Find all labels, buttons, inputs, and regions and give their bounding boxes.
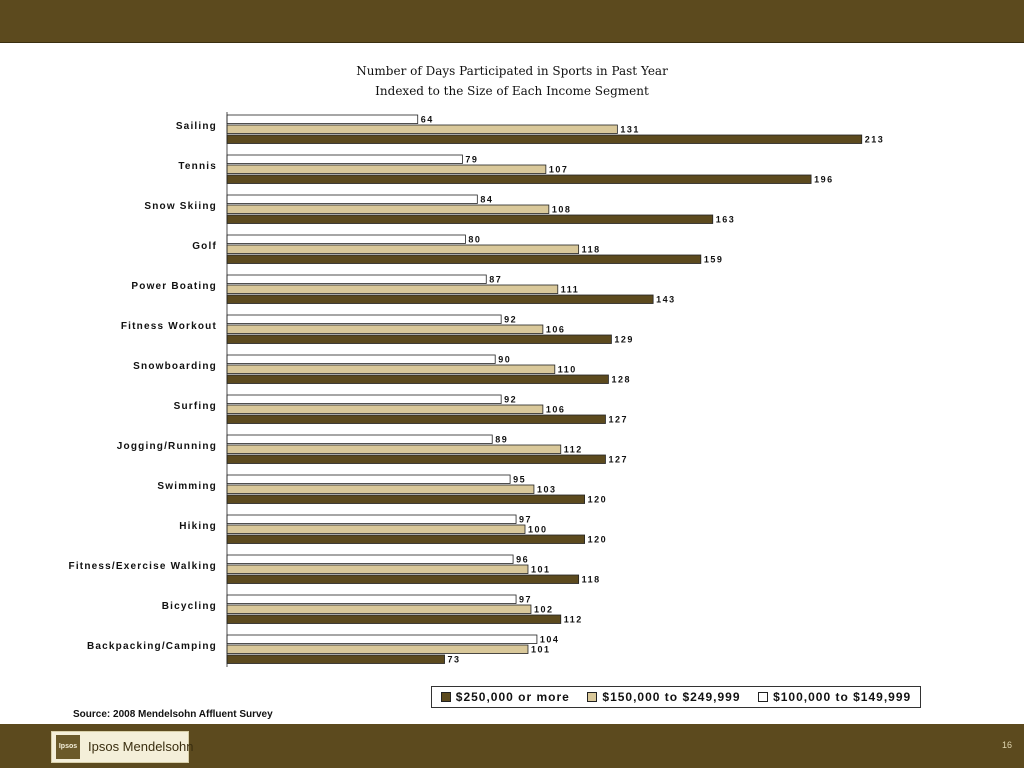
category-label: Hiking bbox=[179, 521, 217, 532]
bar bbox=[227, 495, 585, 504]
bar-data-label: 127 bbox=[608, 414, 628, 425]
bar-data-label: 163 bbox=[715, 214, 736, 225]
bar bbox=[227, 635, 537, 644]
category-label: Tennis bbox=[178, 161, 217, 172]
bar bbox=[227, 415, 605, 424]
bar-data-label: 111 bbox=[560, 284, 580, 295]
bar-data-label: 128 bbox=[611, 374, 631, 385]
legend-label: $250,000 or more bbox=[455, 690, 570, 704]
bar-data-label: 73 bbox=[447, 654, 461, 665]
bar bbox=[227, 335, 611, 344]
category-label: Backpacking/Camping bbox=[86, 641, 217, 652]
category-label: Bicycling bbox=[161, 601, 217, 612]
legend-label: $100,000 to $149,999 bbox=[773, 690, 912, 704]
bar bbox=[227, 555, 513, 564]
bar-data-label: 92 bbox=[504, 394, 518, 405]
bar-data-label: 103 bbox=[536, 484, 557, 495]
bar-data-label: 97 bbox=[519, 594, 533, 605]
bar bbox=[227, 295, 653, 304]
bar-data-label: 79 bbox=[465, 154, 479, 165]
bar-data-label: 129 bbox=[614, 334, 634, 345]
bar-data-label: 108 bbox=[551, 204, 572, 215]
bar bbox=[227, 125, 617, 134]
category-label: Fitness Workout bbox=[120, 321, 217, 332]
category-label: Surfing bbox=[173, 401, 217, 412]
source-note: Source: 2008 Mendelsohn Affluent Survey bbox=[73, 709, 273, 720]
category-label: Snow Skiing bbox=[144, 201, 217, 212]
bar bbox=[227, 195, 477, 204]
bar-data-label: 143 bbox=[656, 294, 676, 305]
bar bbox=[227, 475, 510, 484]
category-label: Swimming bbox=[157, 481, 217, 492]
legend-item bbox=[758, 690, 911, 704]
bar bbox=[227, 115, 418, 124]
bar-data-label: 118 bbox=[581, 574, 601, 585]
bar bbox=[227, 235, 465, 244]
category-label: Golf bbox=[192, 241, 217, 252]
bar bbox=[227, 455, 605, 464]
bar bbox=[227, 445, 561, 454]
bar-data-label: 110 bbox=[557, 364, 577, 375]
bar bbox=[227, 135, 862, 144]
bar-data-label: 89 bbox=[495, 434, 509, 445]
bar-data-label: 106 bbox=[545, 404, 566, 415]
bar bbox=[227, 515, 516, 524]
bar bbox=[227, 565, 528, 574]
ipsos-logo-mark: Ipsos bbox=[56, 735, 80, 759]
bar-data-label: 118 bbox=[581, 244, 601, 255]
legend-swatch bbox=[587, 692, 597, 702]
bar-data-label: 104 bbox=[539, 634, 560, 645]
bar-data-label: 112 bbox=[563, 614, 583, 625]
ipsos-logo-text: Ipsos Mendelsohn bbox=[88, 739, 194, 754]
bar bbox=[227, 375, 608, 384]
bar bbox=[227, 275, 486, 284]
category-label: Jogging/Running bbox=[116, 441, 217, 452]
chart-title: Number of Days Participated in Sports in Past Year bbox=[356, 64, 668, 78]
bar bbox=[227, 655, 445, 664]
legend-label: $150,000 to $249,999 bbox=[602, 690, 741, 704]
legend-swatch bbox=[441, 692, 451, 702]
bar bbox=[227, 315, 501, 324]
bar-data-label: 100 bbox=[528, 524, 548, 535]
bar bbox=[227, 525, 525, 534]
bar bbox=[227, 175, 811, 184]
category-label: Sailing bbox=[175, 121, 217, 132]
bar-data-label: 159 bbox=[703, 254, 724, 265]
bar bbox=[227, 535, 585, 544]
bar-data-label: 213 bbox=[864, 134, 885, 145]
bar bbox=[227, 255, 701, 264]
bar-data-label: 64 bbox=[420, 114, 434, 125]
bar bbox=[227, 405, 543, 414]
category-label: Fitness/Exercise Walking bbox=[68, 561, 217, 572]
bar-data-label: 101 bbox=[530, 564, 551, 575]
bar bbox=[227, 155, 462, 164]
bar bbox=[227, 165, 546, 174]
bar bbox=[227, 325, 543, 334]
bar bbox=[227, 245, 579, 254]
bar-data-label: 80 bbox=[468, 234, 482, 245]
bar bbox=[227, 365, 555, 374]
bar-data-label: 107 bbox=[548, 164, 569, 175]
bar bbox=[227, 485, 534, 494]
bar-data-label: 120 bbox=[587, 534, 608, 545]
bar-data-label: 87 bbox=[489, 274, 503, 285]
bar bbox=[227, 435, 492, 444]
bar bbox=[227, 595, 516, 604]
chart-legend bbox=[431, 686, 921, 708]
bar-data-label: 96 bbox=[516, 554, 530, 565]
bar-data-label: 196 bbox=[814, 174, 834, 185]
bar bbox=[227, 645, 528, 654]
bar bbox=[227, 205, 549, 214]
bar-data-label: 102 bbox=[533, 604, 554, 615]
bar bbox=[227, 615, 561, 624]
bar-data-label: 90 bbox=[498, 354, 512, 365]
category-label: Snowboarding bbox=[133, 361, 217, 372]
bar-data-label: 131 bbox=[620, 124, 640, 135]
legend-item bbox=[587, 690, 740, 704]
bar-data-label: 106 bbox=[545, 324, 566, 335]
page-number: 16 bbox=[1001, 740, 1012, 750]
bar bbox=[227, 575, 579, 584]
bar-data-label: 97 bbox=[519, 514, 533, 525]
bar-data-label: 120 bbox=[587, 494, 608, 505]
category-label: Power Boating bbox=[131, 281, 217, 292]
bar-data-label: 95 bbox=[513, 474, 527, 485]
bar bbox=[227, 395, 501, 404]
bar-data-label: 112 bbox=[563, 444, 583, 455]
bar bbox=[227, 215, 713, 224]
bar bbox=[227, 355, 495, 364]
bar-data-label: 84 bbox=[480, 194, 494, 205]
bar bbox=[227, 285, 558, 294]
legend-swatch bbox=[758, 692, 768, 702]
bar-data-label: 92 bbox=[504, 314, 518, 325]
bar bbox=[227, 605, 531, 614]
chart-subtitle: Indexed to the Size of Each Income Segment bbox=[375, 84, 649, 98]
legend-item bbox=[441, 690, 570, 704]
bar-data-label: 101 bbox=[530, 644, 551, 655]
ipsos-logo bbox=[51, 731, 194, 763]
bar-data-label: 127 bbox=[608, 454, 628, 465]
